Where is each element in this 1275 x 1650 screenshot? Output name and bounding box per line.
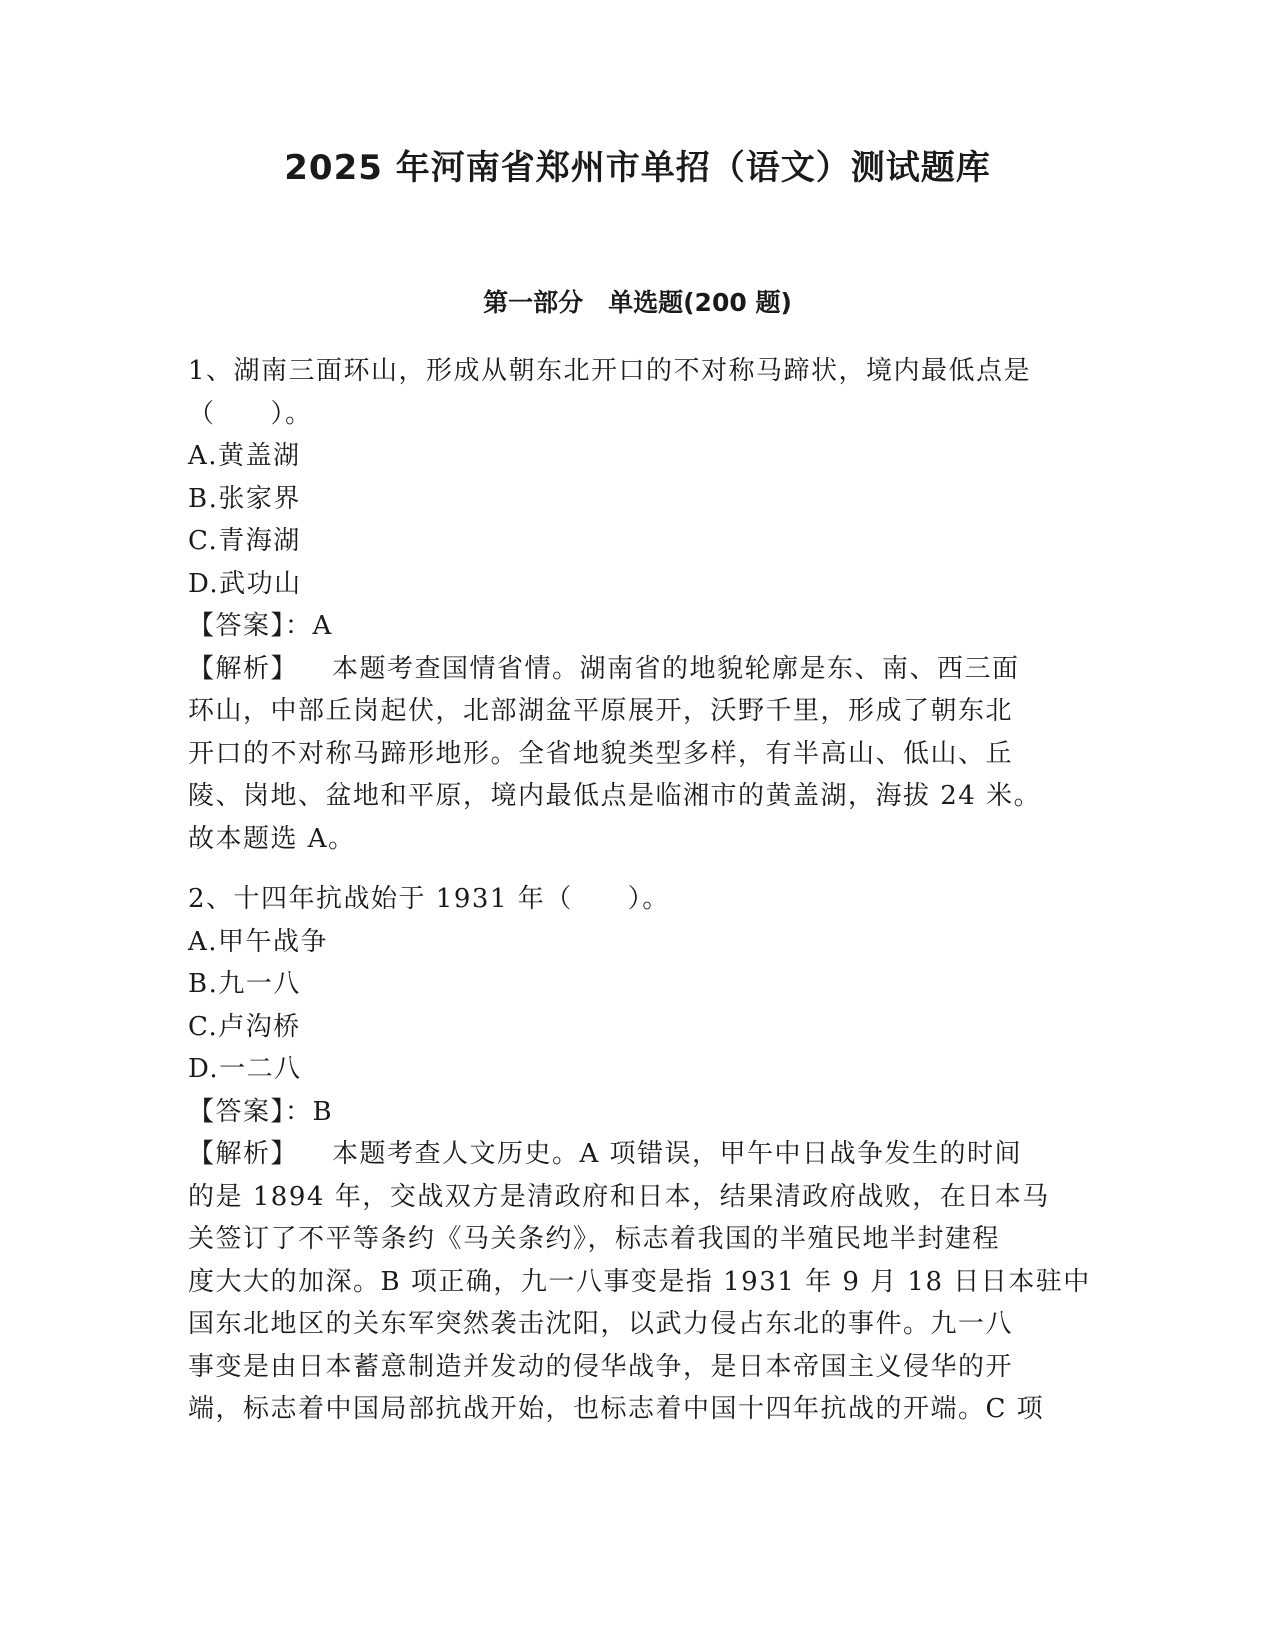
analysis-text: 本题考查人文历史。A 项错误，甲午中日战争发生的时间 <box>332 1139 1023 1169</box>
analysis-text: 关签订了不平等条约《马关条约》，标志着我国的半殖民地半封建程 <box>188 1224 1001 1254</box>
analysis-text: 国东北地区的关东军突然袭击沈阳，以武力侵占东北的事件。九一八 <box>188 1309 1014 1339</box>
option-d: D.一二八 <box>188 1054 302 1084</box>
analysis-text: 本题考查国情省情。湖南省的地貌轮廓是东、南、西三面 <box>332 653 1020 684</box>
analysis-text: 故本题选 A。 <box>188 823 356 854</box>
option-a: A.黄盖湖 <box>188 441 301 471</box>
question-stem-line: （ ）。 <box>188 398 313 429</box>
question-2 <box>188 878 1091 1431</box>
analysis-text: 事变是由日本蓄意制造并发动的侵华战争，是日本帝国主义侵华的开 <box>188 1351 1014 1382</box>
question-stem-line: 2、十四年抗战始于 1931 年（ ）。 <box>188 884 670 914</box>
answer-value: ：B <box>285 1096 334 1127</box>
analysis-text: 度大大的加深。B 项正确，九一八事变是指 1931 年 9 月 18 日日本驻中 <box>188 1266 1091 1297</box>
option-d: D.武功山 <box>188 568 302 599</box>
answer-value: ：A <box>285 611 333 641</box>
analysis-text: 的是 1894 年，交战双方是清政府和日本，结果清政府战败，在日本马 <box>188 1181 1050 1212</box>
analysis-label: 【解析】 <box>188 1139 299 1169</box>
option-b: B.九一八 <box>188 969 301 999</box>
question-stem-line: 1、湖南三面环山，形成从朝东北开口的不对称马蹄状，境内最低点是 <box>188 356 1032 386</box>
option-c: C.青海湖 <box>188 526 301 556</box>
question-1 <box>188 350 1088 860</box>
analysis-text: 环山，中部丘岗起伏，北部湖盆平原展开，沃野千里，形成了朝东北 <box>188 696 1014 726</box>
analysis-text: 开口的不对称马蹄形地形。全省地貌类型多样，有半高山、低山、丘 <box>188 738 1014 769</box>
option-b: B.张家界 <box>188 483 301 514</box>
answer-line <box>188 1091 1088 1134</box>
question-list <box>188 350 1091 1431</box>
document-title: 2025 年河南省郑州市单招（语文）测试题库 <box>284 148 991 188</box>
answer-label: 【答案】 <box>188 1096 286 1127</box>
analysis-line <box>188 648 1088 691</box>
analysis-line <box>188 1133 1088 1176</box>
answer-line <box>188 605 1088 648</box>
option-a: A.甲午战争 <box>188 926 329 957</box>
analysis-text: 陵、岗地、盆地和平原，境内最低点是临湘市的黄盖湖，海拔 24 米。 <box>188 781 1042 811</box>
option-c: C.卢沟桥 <box>188 1011 301 1042</box>
analysis-text: 端，标志着中国局部抗战开始，也标志着中国十四年抗战的开端。C 项 <box>188 1394 1045 1424</box>
analysis-label: 【解析】 <box>188 653 299 684</box>
section-heading: 第一部分 单选题(200 题) <box>483 288 792 317</box>
answer-label: 【答案】 <box>188 611 286 641</box>
